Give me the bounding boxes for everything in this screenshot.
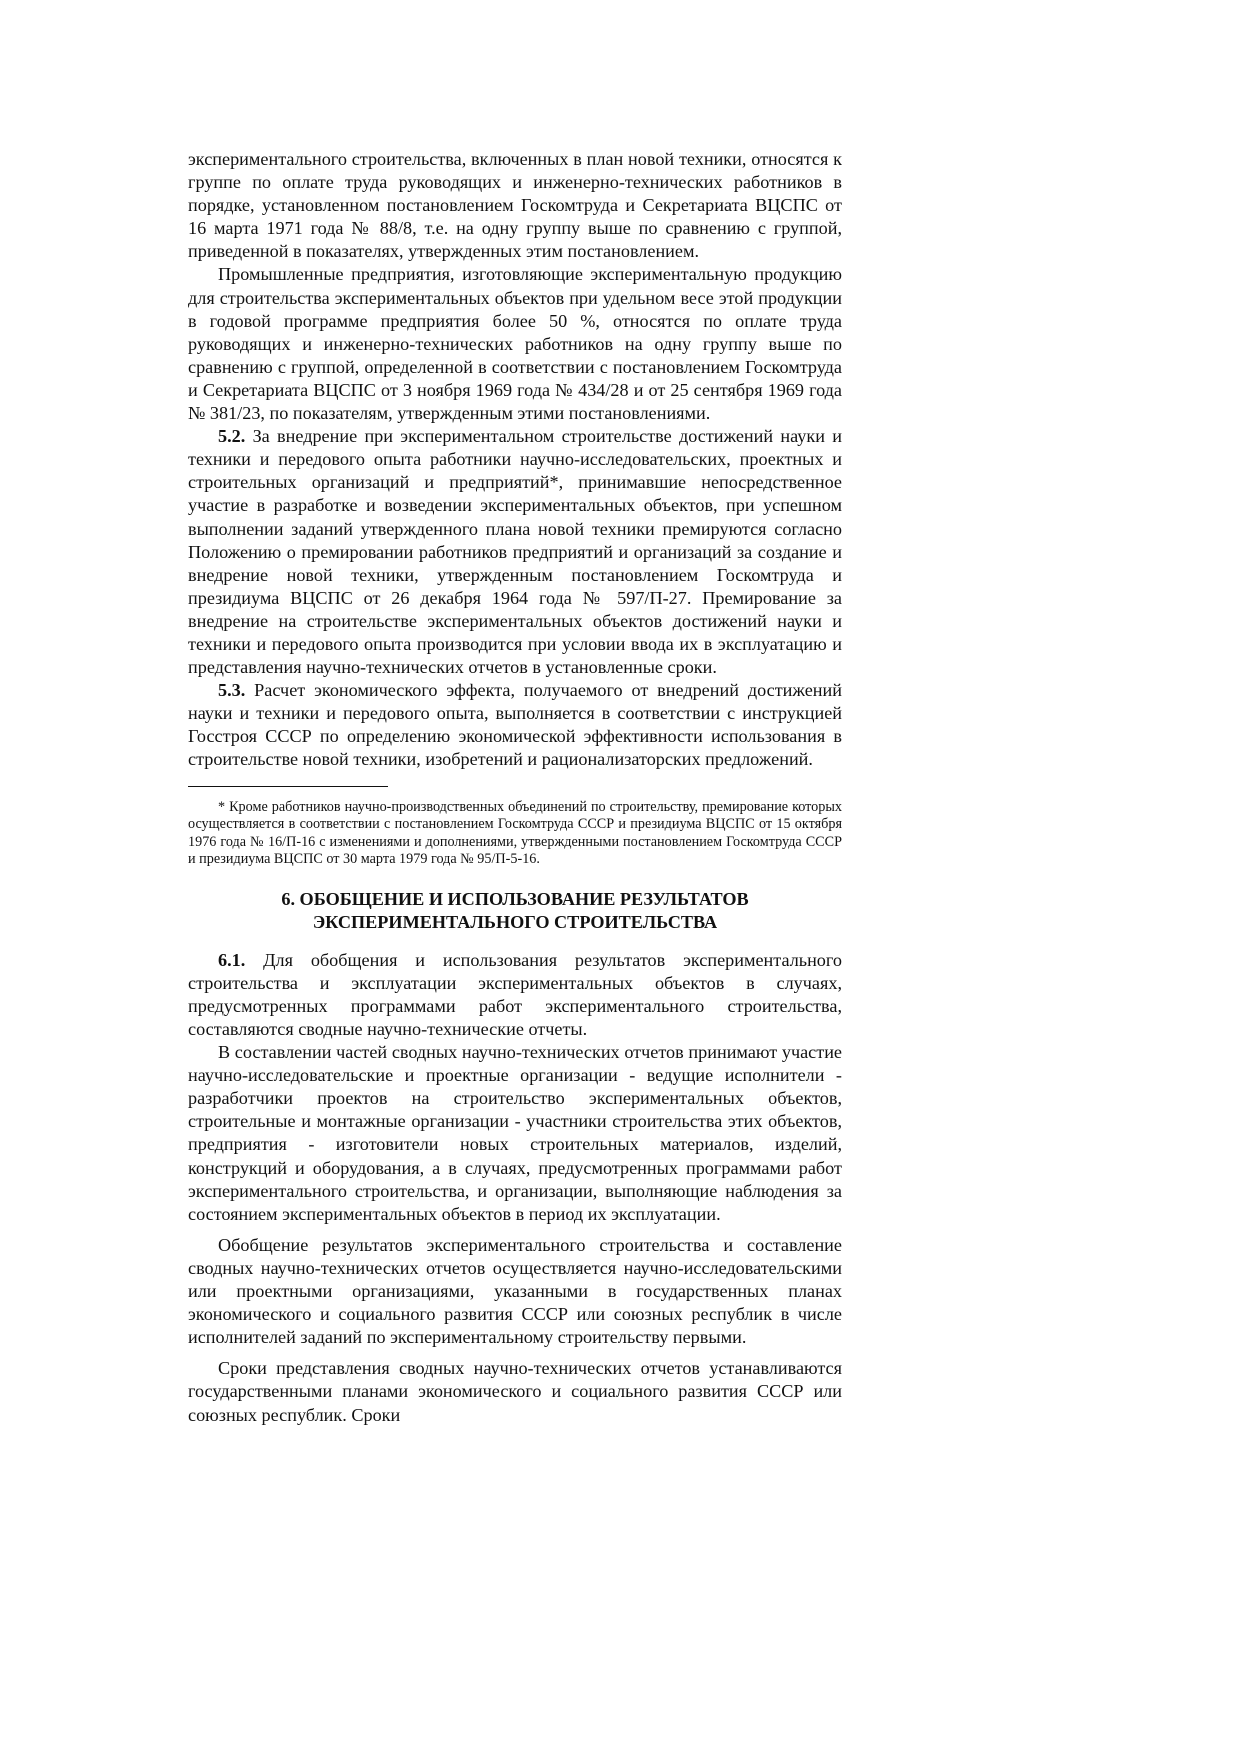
- section-6-1-text: Для обобщения и использования результатов экспериментального строительства и эксплуатации экспериментальных объектов в случаях, предусмотренных программами работ экспериментального строительства, составляются сводные научно-технические отчеты.: [188, 949, 842, 1039]
- section-6-1: [188, 949, 842, 1041]
- paragraph-report-deadlines: Сроки представления сводных научно-технических отчетов устанавливаются государственными планами экономического и социального развития СССР или союзных республик. Сроки: [188, 1358, 842, 1425]
- section-6-heading-line1: 6. ОБОБЩЕНИЕ И ИСПОЛЬЗОВАНИЕ РЕЗУЛЬТАТОВ: [281, 888, 749, 909]
- paragraph-continuation: экспериментального строительства, включенных в план новой техники, относятся к группе по оплате труда руководящих и инженерно-технических работников в порядке, установленном постановлением Госкомтруда и Секретариата ВЦСПС от 16 марта 1971 года № 88/8, т.е. на одну группу выше по сравнению с группой, приведенной в показателях, утвержденных этим постановлением.: [188, 149, 842, 262]
- paragraph-report-summary: Обобщение результатов экспериментального строительства и составление сводных научно-технических отчетов осуществляется научно-исследовательскими или проектными организациями, указанными в государственных планах экономического и социального развития СССР или союзных республик в числе исполнителей заданий по экспериментальному строительству первыми.: [188, 1234, 842, 1348]
- document-page: [188, 148, 842, 1427]
- section-6-heading: [188, 888, 842, 934]
- section-5-2-text: За внедрение при экспериментальном строительстве достижений науки и техники и передового опыта работники научно-исследовательских, проектных и строительных организаций и предприятий*, принимавшие непосредственное участие в разработке и возведении экспериментальных объектов, при успешном выполнении заданий утвержденного плана новой техники премируются согласно Положению о премировании работников предприятий и организаций за создание и внедрение новой техники, утвержденным постановлением Госкомтруда и президиума ВЦСПС от 26 декабря 1964 года № 597/П-27. Премирование за внедрение на строительстве экспериментальных объектов достижений науки и техники и передового опыта производится при условии ввода их в эксплуатацию и представления научно-технических отчетов в установленные сроки.: [188, 426, 842, 678]
- section-5-3-text: Расчет экономического эффекта, получаемого от внедрений достижений науки и техники и передового опыта, выполняется в соответствии с инструкцией Госстроя СССР по определению экономической эффективности использования в строительстве новой техники, изобретений и рационализаторских предложений.: [188, 680, 842, 770]
- footnote: * Кроме работников научно-производственных объединений по строительству, премирование которых осуществляется в соответствии с постановлением Госкомтруда СССР и президиума ВЦСПС от 15 октября 1976 года № 16/П-16 с изменениями и дополнениями, утвержденными постановлением Госкомтруда СССР и президиума ВЦСПС от 30 марта 1979 года № 95/П-5-16.: [188, 798, 842, 868]
- section-6-heading-line2: ЭКСПЕРИМЕНТАЛЬНОГО СТРОИТЕЛЬСТВА: [312, 911, 718, 932]
- section-5-2: [188, 425, 842, 679]
- section-5-3-number: 5.3.: [218, 680, 246, 701]
- section-6-1-number: 6.1.: [218, 949, 246, 970]
- section-5-3: [188, 679, 842, 771]
- footnote-divider: [188, 786, 388, 787]
- paragraph-industrial-enterprises: Промышленные предприятия, изготовляющие экспериментальную продукцию для строительства экспериментальных объектов при удельном весе этой продукции в годовой программе предприятия более 50 %, относятся по оплате труда руководящих и инженерно-технических работников на одну группу выше по сравнению с группой, определенной в соответствии с постановлением Госкомтруда и Секретариата ВЦСПС от 3 ноября 1969 года № 434/28 и от 25 сентября 1969 года № 381/23, по показателям, утвержденным этими постановлениями.: [188, 264, 842, 424]
- paragraph-report-participants: В составлении частей сводных научно-технических отчетов принимают участие научно-исследовательские и проектные организации - ведущие исполнители - разработчики проектов на строительство экспериментальных объектов, строительные и монтажные организации - участники строительства этих объектов, предприятия - изготовители новых строительных материалов, изделий, конструкций и оборудования, а в случаях, предусмотренных программами работ экспериментального строительства, и организации, выполняющие наблюдения за состоянием экспериментальных объектов в период их эксплуатации.: [188, 1042, 842, 1224]
- section-5-2-number: 5.2.: [218, 426, 246, 447]
